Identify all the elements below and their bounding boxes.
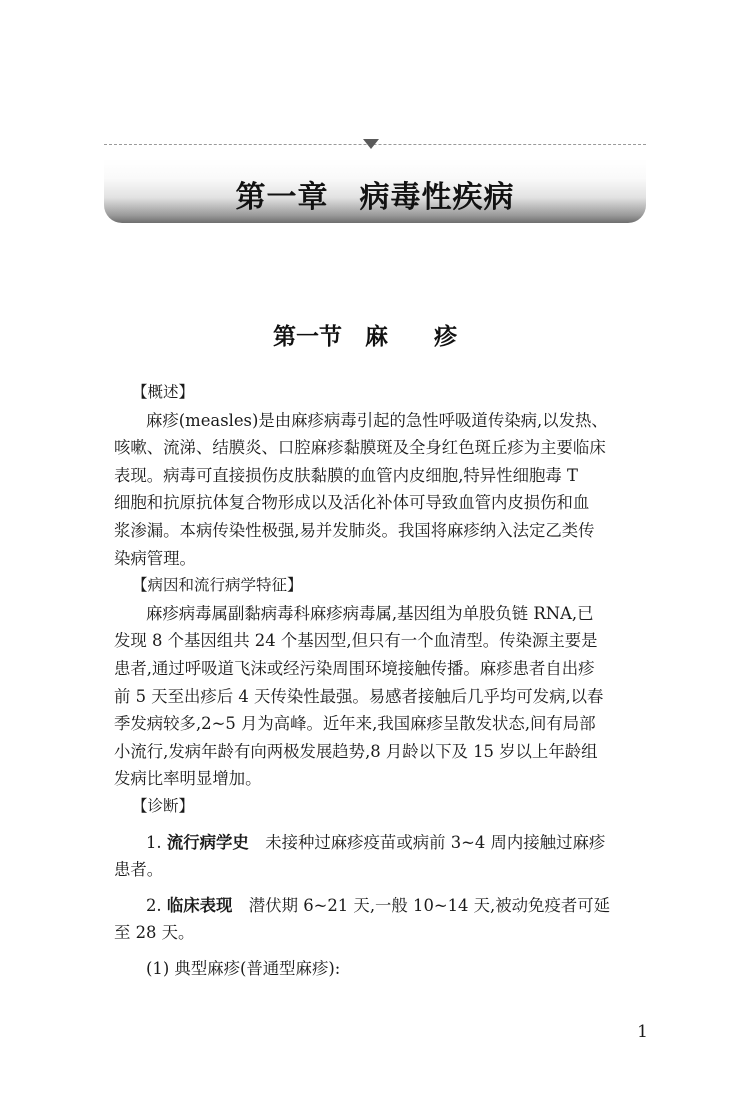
paragraph-line: 表现。病毒可直接损伤皮肤黏膜的血管内皮细胞,特异性细胞毒 T [114, 465, 578, 485]
paragraph-line: 咳嗽、流涕、结膜炎、口腔麻疹黏膜斑及全身红色斑丘疹为主要临床 [114, 438, 606, 458]
paragraph-line: 至 28 天。 [114, 923, 195, 943]
heading-diagnosis: 【诊断】 [132, 796, 195, 815]
section-title: 第一节 麻 疹 [273, 323, 457, 350]
paragraph-line: 发现 8 个基因组共 24 个基因型,但只有一个血清型。传染源主要是 [114, 631, 598, 651]
paragraph-line: 患者。 [114, 860, 164, 880]
paragraph-line: 季发病较多,2~5 月为高峰。近年来,我国麻疹呈散发状态,间有局部 [114, 714, 596, 734]
paragraph-line: 染病管理。 [114, 548, 196, 568]
paragraph-line: 浆渗漏。本病传染性极强,易并发肺炎。我国将麻疹纳入法定乙类传 [114, 520, 595, 540]
diagnosis-item-3: (1) 典型麻疹(普通型麻疹): [146, 958, 341, 978]
page-number: 1 [637, 1022, 648, 1042]
item-text: 未接种过麻疹疫苗或病前 3~4 周内接触过麻疹 [248, 832, 606, 852]
diagnosis-item-2 [114, 892, 652, 920]
paragraph-line: 小流行,发病年龄有向两极发展趋势,8 月龄以下及 15 岁以上年龄组 [114, 741, 598, 761]
diagnosis-item-1 [114, 829, 652, 857]
chapter-marker-triangle-icon [363, 139, 379, 149]
item-label: 流行病学史 [166, 832, 249, 852]
heading-etiology: 【病因和流行病学特征】 [132, 576, 303, 595]
paragraph-line: 前 5 天至出疹后 4 天传染性最强。易感者接触后几乎均可发病,以春 [114, 686, 604, 706]
body-text [114, 379, 652, 982]
paragraph-line: 细胞和抗原抗体复合物形成以及活化补体可导致血管内皮损伤和血 [114, 493, 590, 513]
paragraph-line: 麻疹病毒属副黏病毒科麻疹病毒属,基因组为单股负链 RNA,已 [146, 603, 594, 623]
chapter-title: 第一章 病毒性疾病 [235, 180, 515, 215]
paragraph-line: 发病比率明显增加。 [114, 769, 262, 789]
item-label: 临床表现 [166, 895, 233, 915]
item-number: 1. [146, 832, 162, 852]
item-number: 2. [146, 895, 162, 915]
paragraph-line: 麻疹(measles)是由麻疹病毒引起的急性呼吸道传染病,以发热、 [146, 410, 608, 430]
paragraph-line: 患者,通过呼吸道飞沫或经污染周围环境接触传播。麻疹患者自出疹 [114, 658, 595, 678]
heading-overview: 【概述】 [132, 383, 195, 401]
item-text: 潜伏期 6~21 天,一般 10~14 天,被动免疫者可延 [232, 895, 611, 915]
